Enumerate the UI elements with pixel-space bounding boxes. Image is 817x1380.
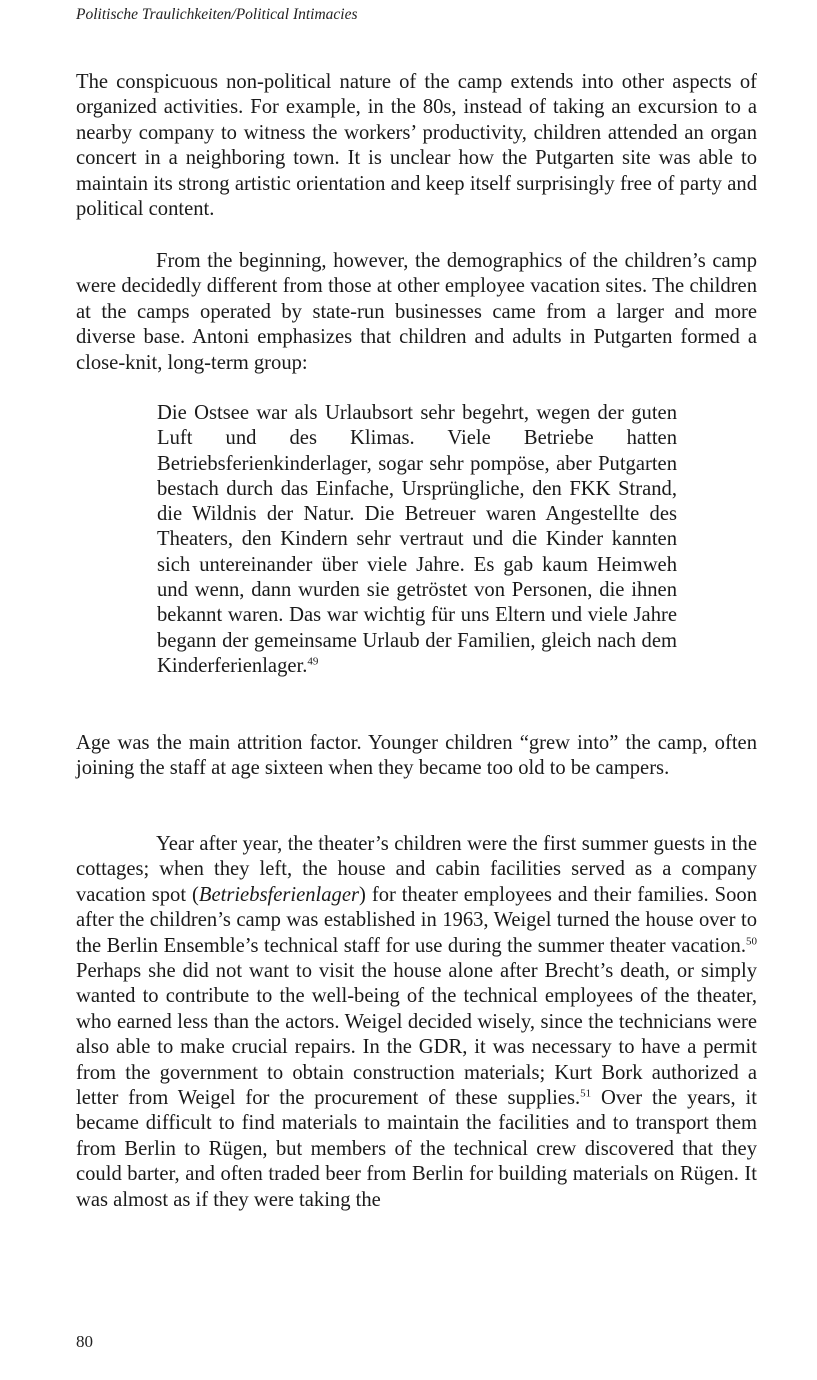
paragraph-1: The conspicuous non-political nature of the camp extends into other aspects of organized activities. For example, in the 80s, instead of taking an excursion to a nearby company to witness the workers’ productivity, children attended an organ concert in a neighboring town. It is unclear how the Putgarten site was able to maintain its strong artistic orientation and keep itself surprisingly free of party and political content. [76, 71, 757, 221]
page-number: 80 [76, 1332, 93, 1351]
paragraph-4-part-b: ) for theater employees and their families. Soon after the children’s camp was established in 1963, Weigel turned the house over to the Berlin Ensemble’s technical staff for use during the summer theater vacation. [76, 883, 757, 957]
footnote-ref-50[interactable]: 50 [746, 934, 757, 947]
footnote-ref-49[interactable]: 49 [307, 655, 319, 668]
footnote-ref-51[interactable]: 51 [580, 1087, 592, 1100]
paragraph-3: Age was the main attrition factor. Younger children “grew into” the camp, often joining the staff at age sixteen when they became too old to be campers. [76, 732, 757, 780]
block-quote [157, 401, 677, 679]
paragraph-4-italic-term: Betriebsferienlager [198, 883, 360, 906]
running-head: Politische Traulichkeiten/Political Intimacies [76, 6, 358, 23]
paragraph-2: From the beginning, however, the demographics of the children’s camp were decidedly different from those at other employee vacation sites. The children at the camps operated by state-run businesses came from a larger and more diverse base. Antoni emphasizes that children and adults in Putgarten formed a close-knit, long-term group: [76, 250, 757, 374]
block-quote-text: Die Ostsee war als Urlaubsort sehr begehrt, wegen der guten Luft und des Klimas. Viele Betriebe hatten Betriebsferienkinderlager, sogar sehr pompöse, aber Putgarten bestach durch das Einfache, Ursprüngliche, den FKK Strand, die Wildnis der Natur. Die Betreuer waren Angestellte des Theaters, den Kindern sehr vertraut und die Kinder kannten sich untereinander über viele Jahre. Es gab kaum Heimweh und wenn, dann wurden sie getröstet von Personen, die ihnen bekannt waren. Das war wichtig für uns Eltern und viele Jahre begann der gemeinsame Urlaub der Familien, gleich nach dem Kinderferienlager. [157, 402, 677, 677]
paragraph-4-part-d: Over the years, it became difficult to find materials to maintain the facilities and to transport them from Berlin to Rügen, but members of the technical crew discovered that they could barter, and often traded beer from Berlin for building materials on Rügen. It was almost as if they were taking the [76, 1087, 757, 1211]
paragraph-4-part-c: Perhaps she did not want to visit the house alone after Brecht’s death, or simply wanted to contribute to the well-being of the technical employees of the theater, who earned less than the actors. Weigel decided wisely, since the technicians were also able to make crucial repairs. In the GDR, it was necessary to have a permit from the government to obtain construction materials; Kurt Bork authorized a letter from Weigel for the procurement of these supplies. [76, 960, 757, 1110]
paragraph-4-part-a: Year after year, the theater’s children were the first summer guests in the cottages; when they left, the house and cabin facilities served as a company vacation spot ( [76, 833, 757, 906]
paragraph-4 [76, 832, 757, 1213]
